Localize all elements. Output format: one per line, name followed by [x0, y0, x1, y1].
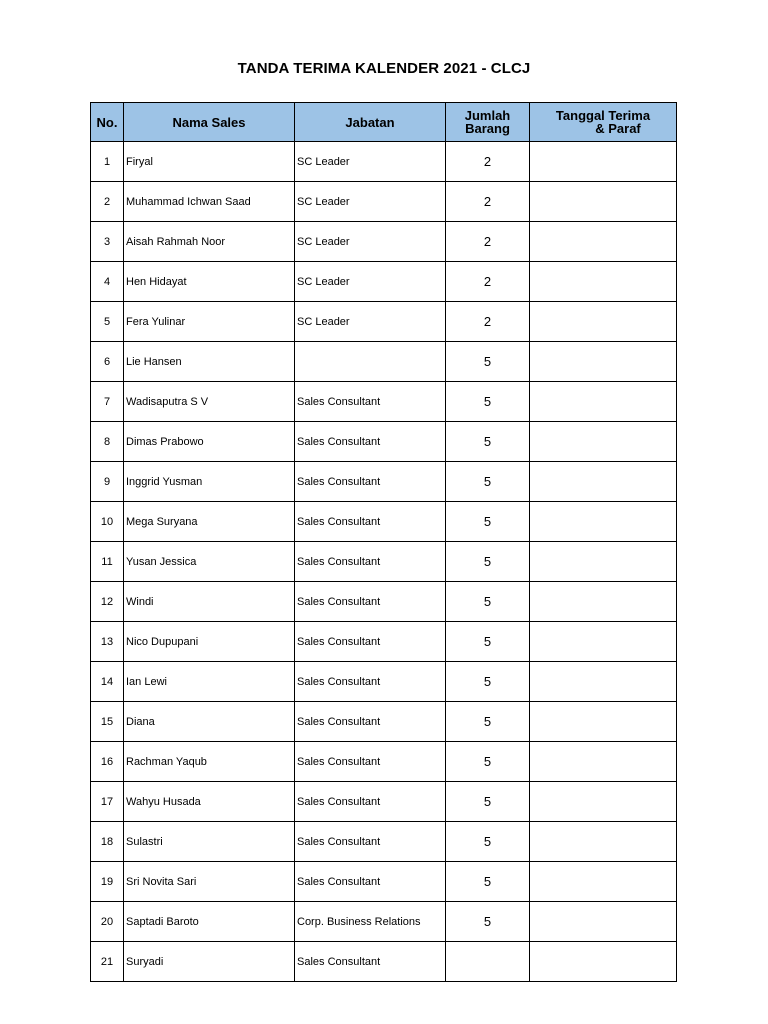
row-number-cell: 16 [91, 742, 124, 782]
sales-name-cell: Saptadi Baroto [124, 902, 295, 942]
position-cell: Sales Consultant [295, 822, 446, 862]
quantity-cell: 5 [446, 822, 530, 862]
quantity-cell: 5 [446, 382, 530, 422]
receipt-date-signature-cell [530, 822, 677, 862]
header-jumlah-line2: Barang [465, 121, 510, 136]
receipt-date-signature-cell [530, 142, 677, 182]
position-cell: Sales Consultant [295, 782, 446, 822]
quantity-cell: 5 [446, 902, 530, 942]
position-cell: Sales Consultant [295, 382, 446, 422]
table-row [91, 182, 677, 222]
receipt-date-signature-cell [530, 622, 677, 662]
sales-name-cell: Mega Suryana [124, 502, 295, 542]
sales-name-cell: Lie Hansen [124, 342, 295, 382]
table-row [91, 502, 677, 542]
quantity-cell: 5 [446, 502, 530, 542]
receipt-date-signature-cell [530, 902, 677, 942]
table-row [91, 742, 677, 782]
quantity-cell: 2 [446, 222, 530, 262]
position-cell: Corp. Business Relations [295, 902, 446, 942]
header-tanggal-line1: Tanggal Terima [555, 108, 651, 123]
table-row [91, 622, 677, 662]
table-row [91, 142, 677, 182]
receipt-date-signature-cell [530, 342, 677, 382]
table-row [91, 382, 677, 422]
header-jabatan: Jabatan [295, 103, 446, 142]
sales-name-cell: Dimas Prabowo [124, 422, 295, 462]
table-row [91, 582, 677, 622]
sales-name-cell: Windi [124, 582, 295, 622]
position-cell: Sales Consultant [295, 942, 446, 982]
receipt-date-signature-cell [530, 742, 677, 782]
page-title: TANDA TERIMA KALENDER 2021 - CLCJ [237, 60, 531, 77]
quantity-cell: 5 [446, 622, 530, 662]
receipt-date-signature-cell [530, 462, 677, 502]
row-number-cell: 2 [91, 182, 124, 222]
position-cell: Sales Consultant [295, 862, 446, 902]
receipt-date-signature-cell [530, 422, 677, 462]
table-header-row [91, 103, 677, 142]
sales-name-cell: Sulastri [124, 822, 295, 862]
quantity-cell: 2 [446, 142, 530, 182]
quantity-cell: 5 [446, 422, 530, 462]
receipt-date-signature-cell [530, 182, 677, 222]
position-cell: SC Leader [295, 262, 446, 302]
row-number-cell: 14 [91, 662, 124, 702]
position-cell: SC Leader [295, 302, 446, 342]
sales-name-cell: Hen Hidayat [124, 262, 295, 302]
table-row [91, 662, 677, 702]
row-number-cell: 15 [91, 702, 124, 742]
position-cell: Sales Consultant [295, 702, 446, 742]
sales-name-cell: Yusan Jessica [124, 542, 295, 582]
row-number-cell: 10 [91, 502, 124, 542]
position-cell: SC Leader [295, 222, 446, 262]
position-cell: Sales Consultant [295, 582, 446, 622]
quantity-cell: 5 [446, 862, 530, 902]
table-row [91, 222, 677, 262]
sales-name-cell: Wadisaputra S V [124, 382, 295, 422]
header-tanggal-line2: & Paraf [595, 121, 641, 136]
quantity-cell: 5 [446, 742, 530, 782]
sales-name-cell: Aisah Rahmah Noor [124, 222, 295, 262]
table-row [91, 942, 677, 982]
position-cell: Sales Consultant [295, 502, 446, 542]
table-row [91, 342, 677, 382]
row-number-cell: 5 [91, 302, 124, 342]
quantity-cell: 5 [446, 662, 530, 702]
row-number-cell: 13 [91, 622, 124, 662]
receipt-date-signature-cell [530, 222, 677, 262]
quantity-cell: 5 [446, 702, 530, 742]
table-row [91, 542, 677, 582]
position-cell: SC Leader [295, 182, 446, 222]
receipt-date-signature-cell [530, 662, 677, 702]
header-tanggal-terima [530, 103, 677, 142]
receipt-table [90, 102, 677, 982]
receipt-date-signature-cell [530, 942, 677, 982]
table-row [91, 462, 677, 502]
row-number-cell: 11 [91, 542, 124, 582]
receipt-date-signature-cell [530, 502, 677, 542]
header-nama-sales: Nama Sales [124, 103, 295, 142]
sales-name-cell: Muhammad Ichwan Saad [124, 182, 295, 222]
row-number-cell: 1 [91, 142, 124, 182]
sales-name-cell: Wahyu Husada [124, 782, 295, 822]
sales-name-cell: Ian Lewi [124, 662, 295, 702]
sales-name-cell: Nico Dupupani [124, 622, 295, 662]
quantity-cell: 5 [446, 342, 530, 382]
sales-name-cell: Firyal [124, 142, 295, 182]
position-cell: Sales Consultant [295, 462, 446, 502]
row-number-cell: 8 [91, 422, 124, 462]
header-jumlah-barang [446, 103, 530, 142]
position-cell: Sales Consultant [295, 742, 446, 782]
sales-name-cell: Fera Yulinar [124, 302, 295, 342]
receipt-date-signature-cell [530, 862, 677, 902]
sales-name-cell: Inggrid Yusman [124, 462, 295, 502]
row-number-cell: 3 [91, 222, 124, 262]
quantity-cell: 5 [446, 782, 530, 822]
receipt-date-signature-cell [530, 702, 677, 742]
quantity-cell: 5 [446, 542, 530, 582]
row-number-cell: 21 [91, 942, 124, 982]
position-cell: Sales Consultant [295, 422, 446, 462]
table-row [91, 422, 677, 462]
row-number-cell: 20 [91, 902, 124, 942]
receipt-date-signature-cell [530, 382, 677, 422]
receipt-date-signature-cell [530, 782, 677, 822]
row-number-cell: 4 [91, 262, 124, 302]
sales-name-cell: Rachman Yaqub [124, 742, 295, 782]
row-number-cell: 18 [91, 822, 124, 862]
table-row [91, 782, 677, 822]
position-cell [295, 342, 446, 382]
table-row [91, 302, 677, 342]
sales-name-cell: Sri Novita Sari [124, 862, 295, 902]
table-row [91, 262, 677, 302]
position-cell: Sales Consultant [295, 622, 446, 662]
table-row [91, 702, 677, 742]
sales-name-cell: Diana [124, 702, 295, 742]
receipt-date-signature-cell [530, 302, 677, 342]
receipt-date-signature-cell [530, 542, 677, 582]
header-no: No. [91, 103, 124, 142]
row-number-cell: 6 [91, 342, 124, 382]
table-row [91, 822, 677, 862]
position-cell: Sales Consultant [295, 542, 446, 582]
receipt-date-signature-cell [530, 262, 677, 302]
quantity-cell: 5 [446, 582, 530, 622]
row-number-cell: 9 [91, 462, 124, 502]
row-number-cell: 19 [91, 862, 124, 902]
receipt-date-signature-cell [530, 582, 677, 622]
table-row [91, 902, 677, 942]
quantity-cell: 2 [446, 302, 530, 342]
row-number-cell: 17 [91, 782, 124, 822]
quantity-cell: 5 [446, 462, 530, 502]
row-number-cell: 7 [91, 382, 124, 422]
quantity-cell: 2 [446, 182, 530, 222]
row-number-cell: 12 [91, 582, 124, 622]
header-jumlah-line1: Jumlah [464, 108, 511, 123]
table-row [91, 862, 677, 902]
sales-name-cell: Suryadi [124, 942, 295, 982]
quantity-cell: 2 [446, 262, 530, 302]
quantity-cell [446, 942, 530, 982]
position-cell: Sales Consultant [295, 662, 446, 702]
position-cell: SC Leader [295, 142, 446, 182]
